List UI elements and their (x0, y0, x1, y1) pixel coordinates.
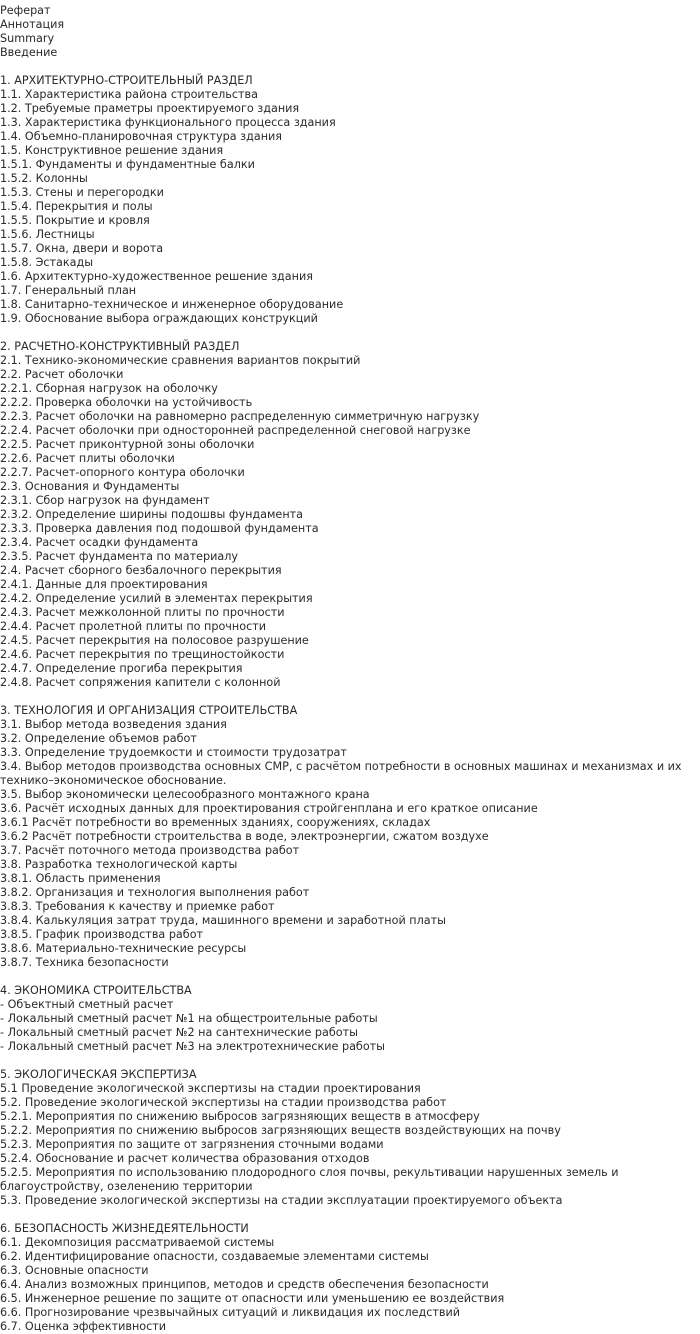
toc-line: 2.2.5. Расчет приконтурной зоны оболочки (0, 438, 255, 451)
toc-line: 3.8.3. Требования к качеству и приемке работ (0, 900, 275, 913)
toc-line: 1.5.7. Окна, двери и ворота (0, 242, 164, 255)
toc-line: 6.7. Оценка эффективности (0, 1320, 167, 1333)
toc-line: 2.3.2. Определение ширины подошвы фундамента (0, 508, 304, 521)
spacer (0, 326, 700, 340)
toc-line: 1.6. Архитектурно-художественное решение здания (0, 270, 313, 283)
toc-line: 2.4. Расчет сборного безбалочного перекрытия (0, 564, 282, 577)
toc-line: Реферат (0, 4, 51, 17)
spacer (0, 60, 700, 74)
toc-line: 1.4. Объемно-планировочная структура здания (0, 130, 283, 143)
toc-line: 2.2.4. Расчет оболочки при односторонней распределенной снеговой нагрузке (0, 424, 471, 437)
toc-line: 6.1. Декомпозиция рассматриваемой системы (0, 1236, 275, 1249)
toc-line: 5.2.1. Мероприятия по снижению выбросов загрязняющих веществ в атмосферу (0, 1110, 480, 1123)
toc-line: 1.5.6. Лестницы (0, 228, 95, 241)
toc-line: 1.5.5. Покрытие и кровля (0, 214, 150, 227)
toc-line: - Локальный сметный расчет №1 на общестроительные работы (0, 1012, 378, 1025)
toc-line: 2.3.4. Расчет осадки фундамента (0, 536, 199, 549)
toc-line: 5.2.2. Мероприятия по снижению выбросов загрязняющих веществ воздействующих на почву (0, 1124, 561, 1137)
toc-line: 5.2. Проведение экологической экспертизы на стадии производства работ (0, 1096, 447, 1109)
toc-line: 5.2.3. Мероприятия по защите от загрязнения сточными водами (0, 1138, 384, 1151)
toc-line: 6.6. Прогнозирование чрезвычайных ситуаций и ликвидация их последствий (0, 1306, 461, 1319)
spacer (0, 1208, 700, 1222)
toc-line: 3.6.2 Расчёт потребности строительства в воде, электроэнергии, сжатом воздухе (0, 830, 489, 843)
toc-line: 3.8.7. Техника безопасности (0, 956, 169, 969)
spacer (0, 1054, 700, 1068)
toc-line: 2.4.1. Данные для проектирования (0, 578, 208, 591)
toc-line: - Локальный сметный расчет №3 на электротехнические работы (0, 1040, 386, 1053)
toc-line: 2.2.7. Расчет-опорного контура оболочки (0, 466, 245, 479)
toc-line: Аннотация (0, 18, 65, 31)
toc-line: 5. ЭКОЛОГИЧЕСКАЯ ЭКСПЕРТИЗА (0, 1068, 197, 1081)
spacer (0, 690, 700, 704)
toc-line: 3.5. Выбор экономически целесообразного монтажного крана (0, 788, 370, 801)
toc-line: 1.5.3. Стены и перегородки (0, 186, 164, 199)
toc-line: 3.1. Выбор метода возведения здания (0, 718, 227, 731)
toc-line: 2. РАСЧЕТНО-КОНСТРУКТИВНЫЙ РАЗДЕЛ (0, 340, 240, 353)
toc-line: 6.4. Анализ возможных принципов, методов и средств обеспечения безопасности (0, 1278, 489, 1291)
table-of-contents (0, 4, 700, 1334)
toc-line: 2.4.3. Расчет межколонной плиты по прочности (0, 606, 285, 619)
toc-line: 2.4.8. Расчет сопряжения капители с колонной (0, 676, 281, 689)
toc-line: 2.4.7. Определение прогиба перекрытия (0, 662, 243, 675)
spacer (0, 970, 700, 984)
toc-line: 6.2. Идентифицирование опасности, создаваемые элементами системы (0, 1250, 429, 1263)
toc-line: 3.8.4. Калькуляция затрат труда, машинного времени и заработной платы (0, 914, 446, 927)
toc-line: 4. ЭКОНОМИКА СТРОИТЕЛЬСТВА (0, 984, 192, 997)
toc-line: 3.2. Определение объемов работ (0, 732, 197, 745)
toc-line: 1.5.8. Эстакады (0, 256, 94, 269)
toc-line: 3.8.5. График производства работ (0, 928, 204, 941)
toc-line: 3.7. Расчёт поточного метода производства работ (0, 844, 300, 857)
toc-line: 5.2.4. Обоснование и расчет количества образования отходов (0, 1152, 370, 1165)
toc-line: 2.2.2. Проверка оболочки на устойчивость (0, 396, 253, 409)
toc-line: 6.5. Инженерное решение по защите от опасности или уменьшению ее воздействия (0, 1292, 505, 1305)
toc-line: 1.5.4. Перекрытия и полы (0, 200, 153, 213)
toc-line: Введение (0, 46, 58, 59)
toc-line: 2.2. Расчет оболочки (0, 368, 124, 381)
toc-line: 3. ТЕХНОЛОГИЯ И ОРГАНИЗАЦИЯ СТРОИТЕЛЬСТВА (0, 704, 298, 717)
toc-line: 6.3. Основные опасности (0, 1264, 149, 1277)
toc-line: 1.5.2. Колонны (0, 172, 88, 185)
toc-line: 3.6. Расчёт исходных данных для проектирования стройгенплана и его краткое описание (0, 802, 538, 815)
toc-line: 5.2.5. Мероприятия по использованию плодородного слоя почвы, рекультивации нарушенных земель и благоустройству, озеленению территории (0, 1166, 619, 1193)
toc-line: 1.9. Обоснование выбора ограждающих конструкций (0, 312, 318, 325)
toc-line: 1.2. Требуемые праметры проектируемого здания (0, 102, 300, 115)
toc-line: 3.8.1. Область применения (0, 872, 161, 885)
toc-line: 5.3. Проведение экологической экспертизы на стадии эксплуатации проектируемого объекта (0, 1194, 563, 1207)
toc-line: - Локальный сметный расчет №2 на сантехнические работы (0, 1026, 358, 1039)
toc-line: 3.4. Выбор методов производства основных СМР, с расчётом потребности в основных машинах и механизмах и их технико–экономическое обоснование. (0, 760, 682, 787)
toc-line: 2.4.2. Определение усилий в элементах перекрытия (0, 592, 313, 605)
toc-line: 1.5. Конструктивное решение здания (0, 144, 224, 157)
toc-line: 2.3.3. Проверка давления под подошвой фундамента (0, 522, 319, 535)
toc-line: 6. БЕЗОПАСНОСТЬ ЖИЗНЕДЕЯТЕЛЬНОСТИ (0, 1222, 249, 1235)
toc-line: 1.1. Характеристика района строительства (0, 88, 258, 101)
toc-line: 3.6.1 Расчёт потребности во временных зданиях, сооружениях, складах (0, 816, 431, 829)
toc-line: 2.2.1. Сборная нагрузок на оболочку (0, 382, 218, 395)
toc-line: 2.3.5. Расчет фундамента по материалу (0, 550, 238, 563)
toc-line: 1.5.1. Фундаменты и фундаментные балки (0, 158, 255, 171)
toc-line: 1. АРХИТЕКТУРНО-СТРОИТЕЛЬНЫЙ РАЗДЕЛ (0, 74, 253, 87)
toc-line: Summary (0, 32, 55, 45)
toc-line: 2.2.6. Расчет плиты оболочки (0, 452, 175, 465)
toc-line: 3.3. Определение трудоемкости и стоимости трудозатрат (0, 746, 347, 759)
toc-line: 2.3. Основания и Фундаменты (0, 480, 180, 493)
toc-line: 2.4.5. Расчет перекрытия на полосовое разрушение (0, 634, 309, 647)
toc-line: 1.7. Генеральный план (0, 284, 137, 297)
toc-line: 3.8.2. Организация и технология выполнения работ (0, 886, 310, 899)
toc-line: 2.4.6. Расчет перекрытия по трещиностойкости (0, 648, 285, 661)
toc-line: 2.4.4. Расчет пролетной плиты по прочности (0, 620, 267, 633)
toc-line: 1.3. Характеристика функционального процесса здания (0, 116, 336, 129)
toc-line: 3.8.6. Материально-технические ресурсы (0, 942, 247, 955)
toc-line: 3.8. Разработка технологической карты (0, 858, 238, 871)
toc-line: 2.3.1. Сбор нагрузок на фундамент (0, 494, 210, 507)
toc-line: 5.1 Проведение экологической экспертизы на стадии проектирования (0, 1082, 421, 1095)
toc-line: 2.1. Технико-экономические сравнения вариантов покрытий (0, 354, 361, 367)
toc-line: 2.2.3. Расчет оболочки на равномерно распределенную симметричную нагрузку (0, 410, 480, 423)
toc-line: - Объектный сметный расчет (0, 998, 174, 1011)
toc-line: 1.8. Санитарно-техническое и инженерное оборудование (0, 298, 344, 311)
